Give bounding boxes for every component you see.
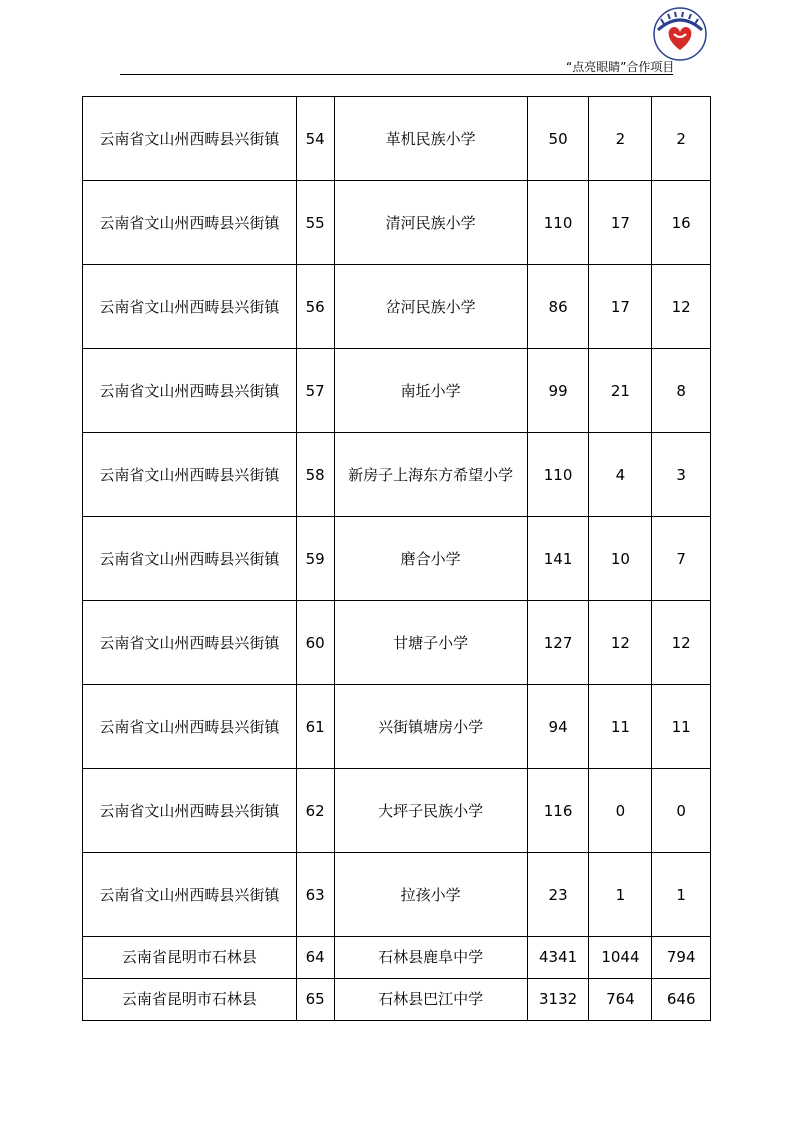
table-row <box>83 601 711 685</box>
region-cell: 云南省文山州西畴县兴街镇 <box>83 853 297 937</box>
value-c-cell: 16 <box>652 181 711 265</box>
header-divider <box>120 74 673 75</box>
region-cell: 云南省文山州西畴县兴街镇 <box>83 433 297 517</box>
school-cell: 新房子上海东方希望小学 <box>334 433 527 517</box>
region-cell: 云南省文山州西畴县兴街镇 <box>83 97 297 181</box>
value-a-cell: 23 <box>527 853 589 937</box>
table-row <box>83 349 711 433</box>
value-a-cell: 141 <box>527 517 589 601</box>
value-b-cell: 1044 <box>589 937 652 979</box>
number-cell: 58 <box>296 433 334 517</box>
table-row <box>83 181 711 265</box>
value-c-cell: 0 <box>652 769 711 853</box>
value-b-cell: 4 <box>589 433 652 517</box>
value-b-cell: 764 <box>589 979 652 1021</box>
value-c-cell: 12 <box>652 601 711 685</box>
table-row <box>83 769 711 853</box>
school-cell: 兴街镇塘房小学 <box>334 685 527 769</box>
value-c-cell: 3 <box>652 433 711 517</box>
value-b-cell: 21 <box>589 349 652 433</box>
value-c-cell: 794 <box>652 937 711 979</box>
value-c-cell: 8 <box>652 349 711 433</box>
value-a-cell: 110 <box>527 181 589 265</box>
table-row <box>83 937 711 979</box>
value-b-cell: 2 <box>589 97 652 181</box>
region-cell: 云南省文山州西畴县兴街镇 <box>83 769 297 853</box>
region-cell: 云南省文山州西畴县兴街镇 <box>83 517 297 601</box>
value-a-cell: 116 <box>527 769 589 853</box>
value-b-cell: 17 <box>589 265 652 349</box>
school-cell: 南坵小学 <box>334 349 527 433</box>
value-c-cell: 11 <box>652 685 711 769</box>
value-a-cell: 127 <box>527 601 589 685</box>
school-cell: 清河民族小学 <box>334 181 527 265</box>
region-cell: 云南省昆明市石林县 <box>83 937 297 979</box>
school-cell: 磨合小学 <box>334 517 527 601</box>
eye-heart-logo <box>652 6 708 62</box>
region-cell: 云南省文山州西畴县兴街镇 <box>83 181 297 265</box>
number-cell: 54 <box>296 97 334 181</box>
value-a-cell: 94 <box>527 685 589 769</box>
school-cell: 石林县鹿阜中学 <box>334 937 527 979</box>
number-cell: 65 <box>296 979 334 1021</box>
value-c-cell: 12 <box>652 265 711 349</box>
value-b-cell: 17 <box>589 181 652 265</box>
header-caption: “点亮眼睛”合作项目 <box>566 60 675 74</box>
table-row <box>83 265 711 349</box>
table-row <box>83 97 711 181</box>
number-cell: 60 <box>296 601 334 685</box>
number-cell: 63 <box>296 853 334 937</box>
value-c-cell: 1 <box>652 853 711 937</box>
number-cell: 56 <box>296 265 334 349</box>
value-b-cell: 0 <box>589 769 652 853</box>
value-a-cell: 86 <box>527 265 589 349</box>
number-cell: 62 <box>296 769 334 853</box>
region-cell: 云南省文山州西畴县兴街镇 <box>83 265 297 349</box>
region-cell: 云南省昆明市石林县 <box>83 979 297 1021</box>
number-cell: 61 <box>296 685 334 769</box>
number-cell: 57 <box>296 349 334 433</box>
table-row <box>83 685 711 769</box>
value-a-cell: 50 <box>527 97 589 181</box>
table-row <box>83 517 711 601</box>
value-a-cell: 110 <box>527 433 589 517</box>
table-row <box>83 979 711 1021</box>
value-c-cell: 2 <box>652 97 711 181</box>
value-a-cell: 3132 <box>527 979 589 1021</box>
value-a-cell: 99 <box>527 349 589 433</box>
number-cell: 64 <box>296 937 334 979</box>
school-cell: 石林县巴江中学 <box>334 979 527 1021</box>
school-table <box>82 96 711 1021</box>
school-cell: 岔河民族小学 <box>334 265 527 349</box>
value-b-cell: 10 <box>589 517 652 601</box>
value-c-cell: 646 <box>652 979 711 1021</box>
school-cell: 甘塘子小学 <box>334 601 527 685</box>
number-cell: 59 <box>296 517 334 601</box>
value-b-cell: 1 <box>589 853 652 937</box>
school-cell: 革机民族小学 <box>334 97 527 181</box>
number-cell: 55 <box>296 181 334 265</box>
region-cell: 云南省文山州西畴县兴街镇 <box>83 349 297 433</box>
table-row <box>83 853 711 937</box>
table-row <box>83 433 711 517</box>
school-cell: 大坪子民族小学 <box>334 769 527 853</box>
region-cell: 云南省文山州西畴县兴街镇 <box>83 685 297 769</box>
value-b-cell: 12 <box>589 601 652 685</box>
value-b-cell: 11 <box>589 685 652 769</box>
value-c-cell: 7 <box>652 517 711 601</box>
region-cell: 云南省文山州西畴县兴街镇 <box>83 601 297 685</box>
school-cell: 拉孩小学 <box>334 853 527 937</box>
value-a-cell: 4341 <box>527 937 589 979</box>
